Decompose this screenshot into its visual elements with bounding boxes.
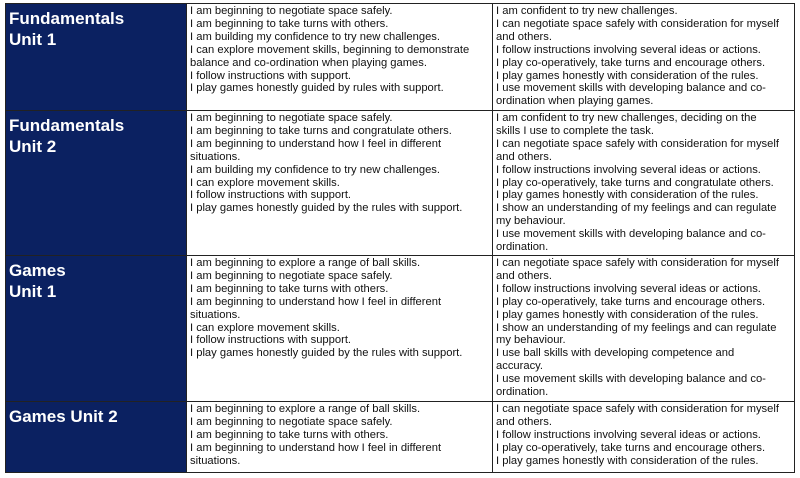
outcome-line: I follow instructions involving several ideas or actions. [496,282,761,295]
unit-title-line: Fundamentals [9,116,125,135]
outcome-line: accuracy. [496,360,544,373]
outcome-line: my behaviour. [496,215,566,228]
outcome-line: situations. [190,454,241,467]
unit-title-line: Unit 1 [9,30,57,49]
outcome-line: I play games honestly guided by the rules with support. [190,202,463,215]
table-body [6,4,795,473]
outcome-line: I am beginning to understand how I feel in different [190,137,442,150]
outcome-line: skills I use to complete the task. [496,124,654,137]
outcome-line: situations. [190,150,241,163]
outcome-line: I am beginning to negotiate space safely. [190,269,393,282]
outcome-line: and others. [496,415,552,428]
beginning-outcomes-cell [187,4,493,111]
table-row [6,111,795,256]
table-row [6,256,795,402]
outcome-line: and others. [496,269,552,282]
outcome-line: I play co-operatively, take turns and congratulate others. [496,176,774,189]
developing-outcomes-cell [493,111,795,256]
outcome-line: I play co-operatively, take turns and encourage others. [496,441,766,454]
unit-title-line: Unit 2 [9,137,57,156]
unit-title-line: Fundamentals [9,9,125,28]
beginning-outcomes-cell [187,402,493,473]
outcome-line: I follow instructions involving several ideas or actions. [496,163,761,176]
assessment-table [5,3,795,473]
outcome-line: I play games honestly with consideration of the rules. [496,69,759,82]
outcome-line: I follow instructions involving several ideas or actions. [496,428,761,441]
outcome-line: ordination. [496,241,549,254]
outcome-line: I can explore movement skills, beginning to demonstrate [190,43,470,56]
unit-title-cell [6,402,187,473]
outcome-line: I follow instructions with support. [190,334,352,347]
outcome-line: I can negotiate space safely with consideration for myself [496,17,779,30]
outcome-line: I am beginning to take turns with others. [190,282,389,295]
outcome-line: I am beginning to take turns with others. [190,17,389,30]
outcome-line: I use movement skills with developing balance and co- [496,82,766,95]
outcome-line: I follow instructions with support. [190,189,352,202]
outcome-line: I play co-operatively, take turns and encourage others. [496,295,766,308]
unit-title-cell [6,4,187,111]
outcome-line: situations. [190,308,241,321]
outcome-line: I show an understanding of my feelings and can regulate [496,202,777,215]
outcome-line: I am confident to try new challenges, deciding on the [496,112,757,124]
outcome-line: I can explore movement skills. [190,176,340,189]
outcome-line: I am beginning to understand how I feel in different [190,441,442,454]
unit-title-line: Games [9,261,66,280]
outcome-line: I am beginning to take turns with others. [190,428,389,441]
outcome-line: I am beginning to explore a range of ball skills. [190,257,421,269]
outcome-line: ordination when playing games. [496,95,654,108]
unit-title-cell [6,256,187,402]
outcome-line: I play games honestly guided by the rules with support. [190,347,463,360]
outcome-line: I follow instructions with support. [190,69,352,82]
outcome-line: my behaviour. [496,334,566,347]
developing-outcomes-cell [493,256,795,402]
outcome-line: I am building my confidence to try new challenges. [190,163,440,176]
outcome-line: I can negotiate space safely with consideration for myself [496,137,779,150]
developing-outcomes-cell [493,402,795,473]
outcome-line: I can negotiate space safely with consideration for myself [496,257,779,269]
table-row [6,402,795,473]
outcome-line: I am beginning to negotiate space safely. [190,112,393,124]
outcome-line: I am building my confidence to try new challenges. [190,30,440,43]
outcome-line: ordination. [496,386,549,399]
outcome-line: I am beginning to negotiate space safely. [190,5,393,17]
unit-title-cell [6,111,187,256]
outcome-line: I am confident to try new challenges. [496,5,678,17]
outcome-line: I follow instructions involving several ideas or actions. [496,43,761,56]
outcome-line: I play games honestly with consideration of the rules. [496,454,759,467]
beginning-outcomes-cell [187,111,493,256]
outcome-line: I play games honestly guided by rules with support. [190,82,444,95]
outcome-line: balance and co-ordination when playing games. [190,56,427,69]
outcome-line: I am beginning to explore a range of ball skills. [190,403,421,415]
table-row [6,4,795,111]
outcome-line: I am beginning to take turns and congratulate others. [190,124,452,137]
outcome-line: I use movement skills with developing balance and co- [496,228,766,241]
unit-title-line: Games Unit 2 [9,407,118,426]
outcome-line: I play co-operatively, take turns and encourage others. [496,56,766,69]
outcome-line: I can negotiate space safely with consideration for myself [496,403,779,415]
outcome-line: I play games honestly with consideration of the rules. [496,308,759,321]
outcome-line: and others. [496,150,552,163]
outcome-line: I use ball skills with developing competence and [496,347,735,360]
beginning-outcomes-cell [187,256,493,402]
outcome-line: I am beginning to negotiate space safely. [190,415,393,428]
outcome-line: I use movement skills with developing balance and co- [496,373,766,386]
unit-title-line: Unit 1 [9,282,57,301]
outcome-line: I play games honestly with consideration of the rules. [496,189,759,202]
outcome-line: and others. [496,30,552,43]
developing-outcomes-cell [493,4,795,111]
outcome-line: I am beginning to understand how I feel in different [190,295,442,308]
outcome-line: I show an understanding of my feelings and can regulate [496,321,777,334]
outcome-line: I can explore movement skills. [190,321,340,334]
